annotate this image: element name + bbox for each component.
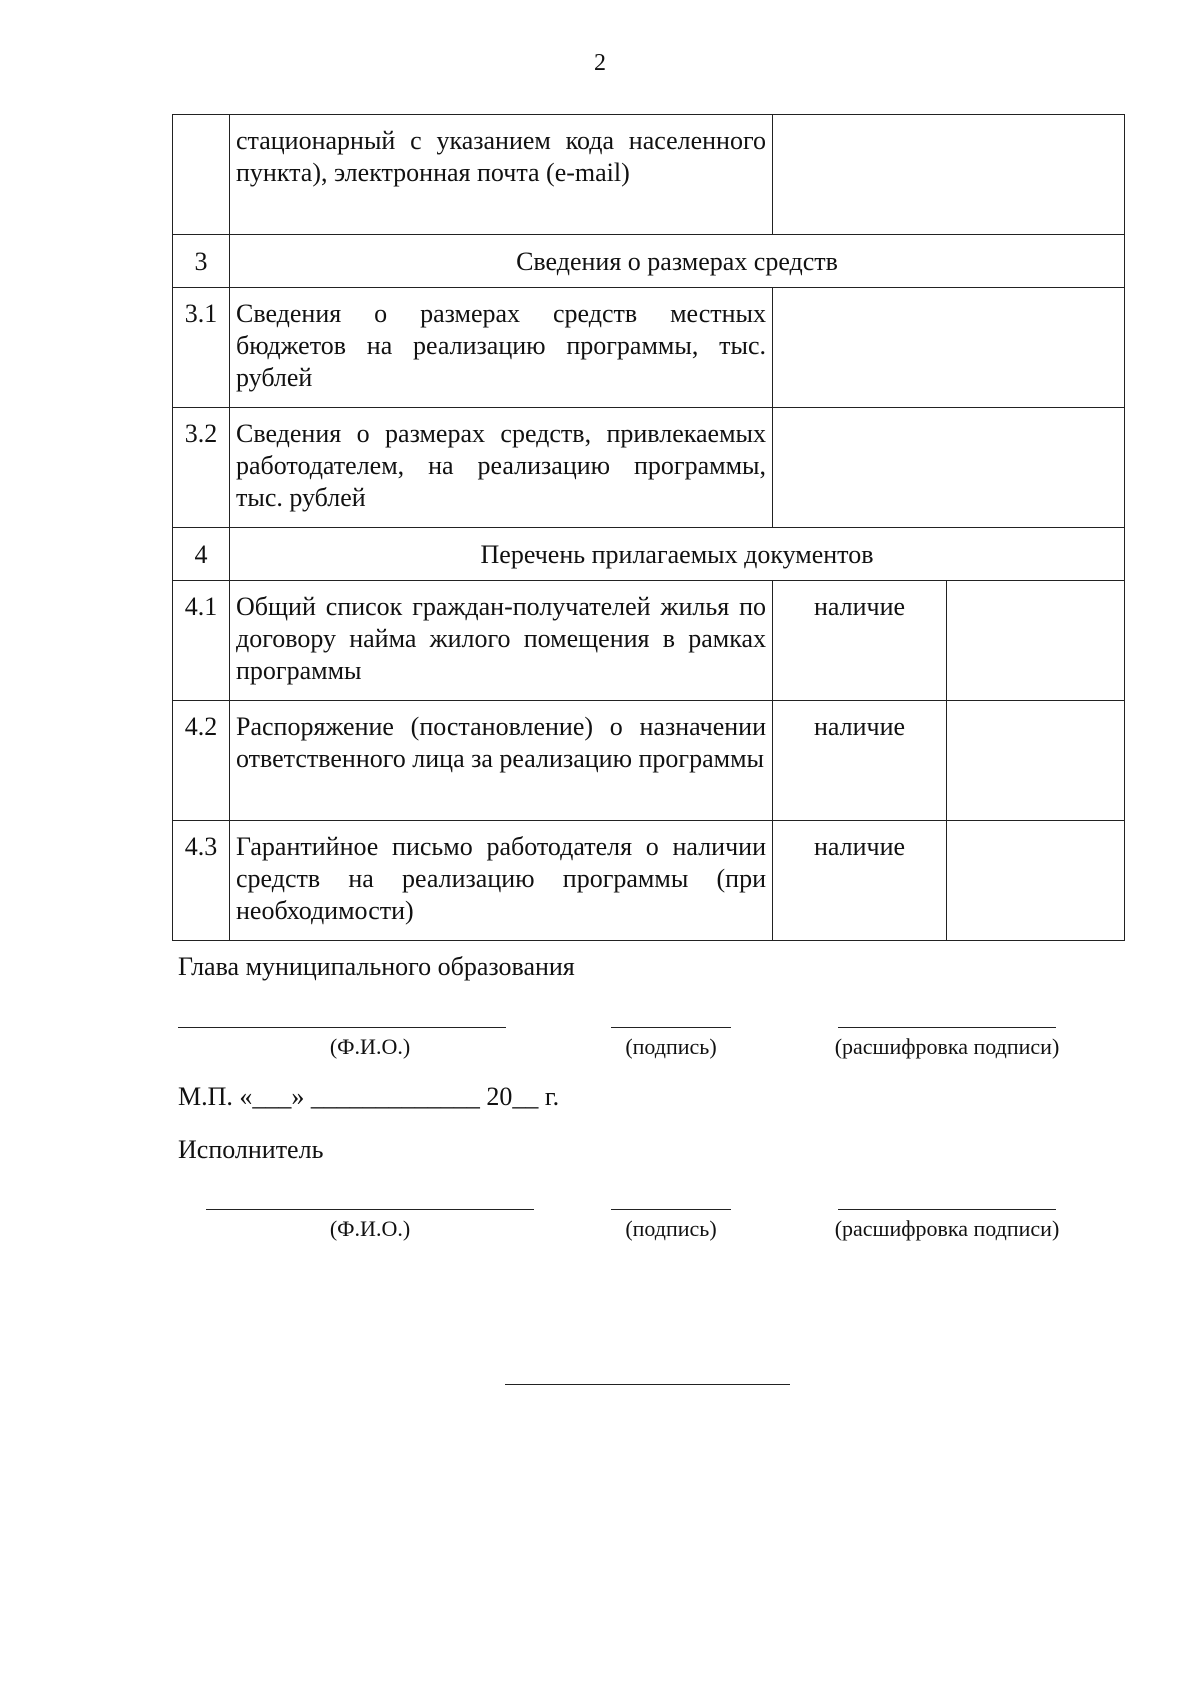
row-number: 3.1	[173, 288, 230, 408]
head-fio-line[interactable]	[178, 1027, 506, 1028]
row-description: Распоряжение (постановление) о назначении ответственного лица за реализацию программы	[230, 701, 773, 821]
row-status: наличие	[773, 581, 947, 701]
row-number: 4.3	[173, 821, 230, 941]
row-number: 4.2	[173, 701, 230, 821]
head-fio-caption: (Ф.И.О.)	[329, 1034, 411, 1059]
row-value-cell[interactable]	[773, 408, 1125, 528]
table-section-4	[173, 528, 1125, 581]
row-value-cell[interactable]	[947, 821, 1125, 941]
head-decoding-line[interactable]	[838, 1027, 1056, 1028]
row-value-cell[interactable]	[947, 581, 1125, 701]
row-status: наличие	[773, 821, 947, 941]
executor-decoding-line[interactable]	[838, 1209, 1056, 1210]
row-description: стационарный с указанием кода населенного пункта), электронная почта (e-mail)	[230, 115, 773, 235]
head-signature-title: Глава муниципального образования	[178, 952, 575, 981]
row-number: 4.1	[173, 581, 230, 701]
document-end-divider	[505, 1384, 790, 1385]
row-description: Сведения о размерах средств, привлекаемых работодателем, на реализацию программы, тыс. рублей	[230, 408, 773, 528]
executor-title: Исполнитель	[178, 1135, 324, 1164]
application-table	[172, 114, 1125, 941]
table-row-3-2	[173, 408, 1125, 528]
head-signature-line[interactable]	[611, 1027, 731, 1028]
table-row-continuation	[173, 115, 1125, 235]
section-number: 4	[173, 528, 230, 581]
row-description: Сведения о размерах средств местных бюджетов на реализацию программы, тыс. рублей	[230, 288, 773, 408]
section-title: Сведения о размерах средств	[230, 235, 1125, 288]
row-number: 3.2	[173, 408, 230, 528]
section-title: Перечень прилагаемых документов	[230, 528, 1125, 581]
page-number: 2	[594, 50, 606, 76]
row-status: наличие	[773, 701, 947, 821]
table-section-3	[173, 235, 1125, 288]
table-row-4-3	[173, 821, 1125, 941]
row-number	[173, 115, 230, 235]
row-value-cell[interactable]	[947, 701, 1125, 821]
executor-signature-line[interactable]	[611, 1209, 731, 1210]
executor-fio-caption: (Ф.И.О.)	[329, 1216, 411, 1241]
executor-decoding-caption: (расшифровка подписи)	[834, 1216, 1060, 1241]
row-value-cell[interactable]	[773, 115, 1125, 235]
row-description: Гарантийное письмо работодателя о наличии средств на реализацию программы (при необходимости)	[230, 821, 773, 941]
row-value-cell[interactable]	[773, 288, 1125, 408]
row-description: Общий список граждан-получателей жилья по договору найма жилого помещения в рамках программы	[230, 581, 773, 701]
table-row-3-1	[173, 288, 1125, 408]
executor-fio-line[interactable]	[206, 1209, 534, 1210]
section-number: 3	[173, 235, 230, 288]
table-row-4-2	[173, 701, 1125, 821]
executor-signature-caption: (подпись)	[625, 1216, 717, 1241]
table-row-4-1	[173, 581, 1125, 701]
head-signature-caption: (подпись)	[625, 1034, 717, 1059]
stamp-date-line: М.П. «___» _____________ 20__ г.	[178, 1082, 560, 1111]
head-decoding-caption: (расшифровка подписи)	[834, 1034, 1060, 1059]
